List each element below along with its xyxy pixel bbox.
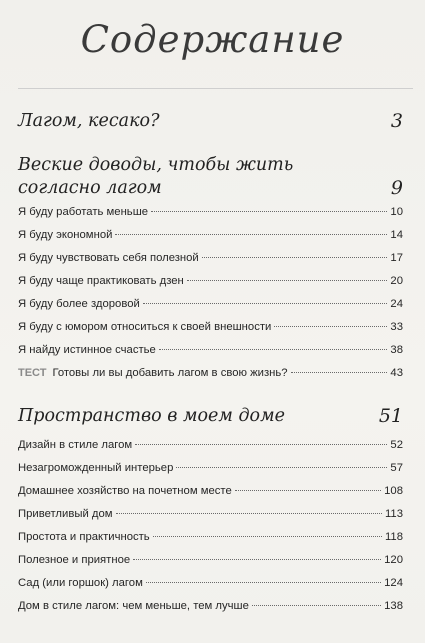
toc-entry-label: Я буду с юмором относиться к своей внешности [18, 321, 272, 333]
dot-leader [115, 234, 387, 235]
toc-entry [18, 340, 403, 360]
dot-leader [252, 605, 381, 606]
toc-entry-page: 10 [390, 206, 403, 218]
dot-leader [116, 513, 382, 514]
dot-leader [159, 349, 388, 350]
section-heading-text-line2: согласно лагом [18, 178, 162, 198]
dot-leader [176, 467, 387, 468]
toc-entry [18, 202, 403, 222]
toc-entry-page: 113 [384, 508, 403, 520]
toc-entry-label: Незагроможденный интерьер [18, 462, 174, 474]
toc-entry-page: 43 [390, 367, 403, 379]
toc-entry-label: Готовы ли вы добавить лагом в свою жизнь? [52, 367, 288, 379]
toc-entry-label: Приветливый дом [18, 508, 113, 520]
toc-entry-label: Я буду более здоровой [18, 298, 140, 310]
toc-entry-page: 17 [390, 252, 403, 264]
toc-entry [18, 596, 403, 616]
toc-entry-label: Я буду чаще практиковать дзен [18, 275, 184, 287]
toc-entry [18, 271, 403, 291]
dot-leader [143, 303, 388, 304]
dot-leader [133, 559, 381, 560]
page-title: Содержание [80, 18, 345, 61]
toc-entry-page: 57 [390, 462, 403, 474]
toc-entry [18, 527, 403, 547]
toc-entry-page: 20 [390, 275, 403, 287]
toc-entry [18, 248, 403, 268]
divider [18, 88, 413, 89]
toc-entry-page: 118 [384, 531, 403, 543]
toc-entry-page: 108 [384, 485, 403, 497]
toc-entry [18, 225, 403, 245]
dot-leader [151, 211, 387, 212]
toc-entry [18, 294, 403, 314]
toc-entry-page: 124 [384, 577, 403, 589]
toc-entry [18, 458, 403, 478]
toc-entry-label: Полезное и приятное [18, 554, 131, 566]
section-heading-3 [18, 405, 403, 428]
toc-entry-page: 38 [390, 344, 403, 356]
section-heading-2 [18, 154, 403, 200]
toc-entry-label: Я найду истинное счастье [18, 344, 156, 356]
toc-entry [18, 573, 403, 593]
toc-entry-label: Дом в стиле лагом: чем меньше, тем лучше [18, 600, 249, 612]
toc-entry-page: 14 [390, 229, 403, 241]
dot-leader [146, 582, 381, 583]
dot-leader [135, 444, 387, 445]
toc-entry-label: Сад (или горшок) лагом [18, 577, 143, 589]
section-page-number: 3 [390, 110, 403, 132]
toc-entry [18, 550, 403, 570]
toc-entry [18, 435, 403, 455]
toc-entry [18, 481, 403, 501]
section-page-number: 9 [390, 177, 403, 199]
section-heading-text: Пространство в моем доме [18, 406, 285, 426]
toc-entry-page: 120 [384, 554, 403, 566]
dot-leader [291, 372, 388, 373]
section-heading-1 [18, 110, 403, 133]
toc-entry-label: Дизайн в стиле лагом [18, 439, 133, 451]
toc-entry-page: 138 [384, 600, 403, 612]
section-heading-text: Лагом, кесако? [18, 111, 160, 131]
toc-entry-page: 24 [390, 298, 403, 310]
test-tag: ТЕСТ [18, 367, 47, 379]
dot-leader [153, 536, 382, 537]
dot-leader [274, 326, 387, 327]
toc-entry-label: Простота и практичность [18, 531, 150, 543]
toc-entry-label: Я буду работать меньше [18, 206, 149, 218]
toc-entry-page: 52 [390, 439, 403, 451]
dot-leader [235, 490, 381, 491]
dot-leader [202, 257, 388, 258]
toc-entry-label: Домашнее хозяйство на почетном месте [18, 485, 232, 497]
toc-entry-page: 33 [390, 321, 403, 333]
toc-entry-label: Я буду чувствовать себя полезной [18, 252, 199, 264]
toc-entry [18, 317, 403, 337]
toc-entry [18, 504, 403, 524]
dot-leader [187, 280, 388, 281]
section-heading-text-line1: Веские доводы, чтобы жить [18, 155, 294, 175]
section-page-number: 51 [378, 405, 403, 427]
toc-entry-label: Я буду экономной [18, 229, 113, 241]
toc-entry-test [18, 363, 403, 383]
